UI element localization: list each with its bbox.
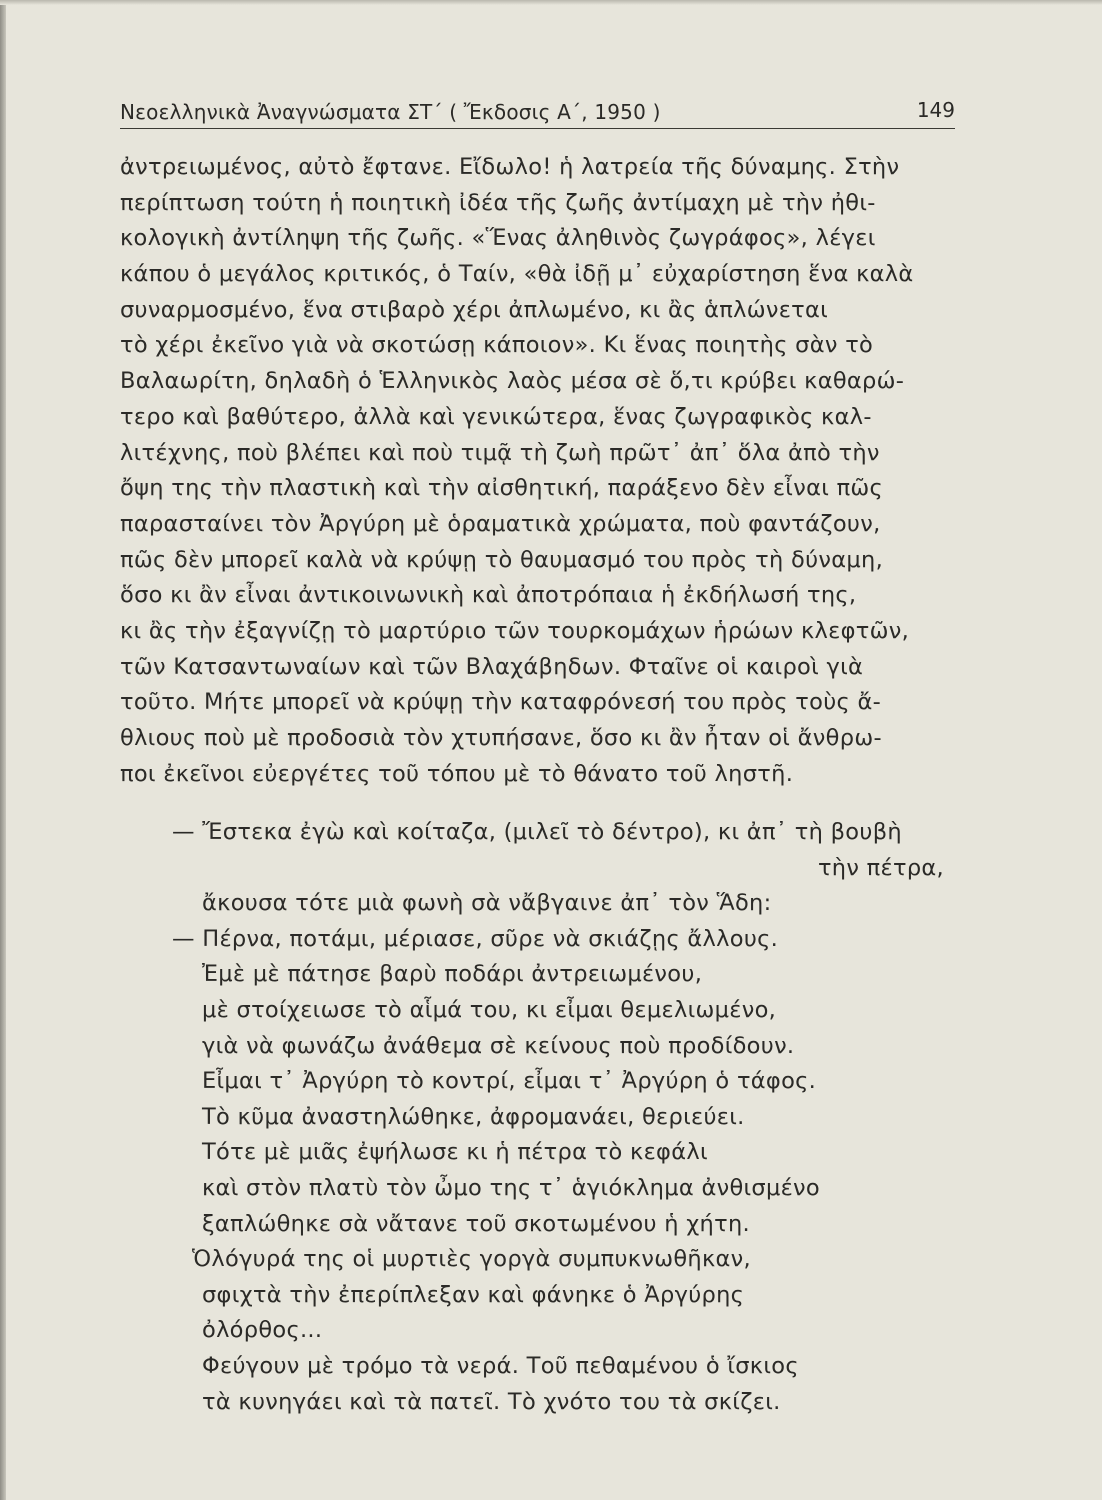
poem-line: Τὸ κῦμα ἀναστηλώθηκε, ἀφρομανάει, θεριεύει.	[202, 1103, 745, 1130]
poem-line: γιὰ νὰ φωνάζω ἀνάθεμα σὲ κείνους ποὺ προδίδουν.	[202, 1032, 795, 1059]
poem-line: τὰ κυνηγάει καὶ τὰ πατεῖ. Τὸ χνότο του τὰ σκίζει.	[202, 1388, 781, 1415]
poem-excerpt	[172, 815, 972, 1420]
prose-line: Βαλαωρίτη, δηλαδὴ ὁ Ἑλληνικὸς λαὸς μέσα σὲ ὅ,τι κρύβει καθαρώ-	[120, 368, 905, 395]
prose-line: λιτέχνης, ποὺ βλέπει καὶ ποὺ τιμᾷ τὴ ζωὴ πρῶτ᾿ ἀπ᾿ ὅλα ἀπὸ τὴν	[120, 439, 880, 466]
prose-line: παρασταίνει τὸν Ἀργύρη μὲ ὁραματικὰ χρώματα, ποὺ φαντάζουν,	[120, 510, 881, 537]
prose-line: κι ἂς τὴν ἐξαγνίζῃ τὸ μαρτύριο τῶν τουρκομάχων ἡρώων κλεφτῶν,	[120, 617, 910, 644]
poem-line: καὶ στὸν πλατὺ τὸν ὦμο της τ᾿ ἁγιόκλημα ἀνθισμένο	[202, 1174, 820, 1201]
poem-line-continuation: τὴν πέτρα,	[817, 854, 944, 881]
poem-line: Ἐμὲ μὲ πάτησε βαρὺ ποδάρι ἀντρειωμένου,	[202, 961, 703, 988]
poem-line: ἄκουσα τότε μιὰ φωνὴ σὰ νἄβγαινε ἀπ᾿ τὸν Ἅδη:	[202, 890, 772, 917]
prose-line: κολογικὴ ἀντίληψη τῆς ζωῆς. «Ἕνας ἀληθινὸς ζωγράφος», λέγει	[120, 225, 876, 252]
poem-line: ξαπλώθηκε σὰ νἄτανε τοῦ σκοτωμένου ἡ χήτη.	[202, 1210, 750, 1237]
prose-line: τὸ χέρι ἐκεῖνο γιὰ νὰ σκοτώσῃ κάποιον». Κι ἕνας ποιητὴς σὰν τὸ	[120, 332, 874, 359]
page-number: 149	[916, 98, 955, 122]
prose-line: περίπτωση τούτη ἡ ποιητικὴ ἰδέα τῆς ζωῆς ἀντίμαχη μὲ τὴν ἠθι-	[120, 189, 876, 216]
prose-line: ὅσο κι ἂν εἶναι ἀντικοινωνικὴ καὶ ἀποτρόπαια ἡ ἐκδήλωσή της,	[120, 582, 857, 609]
prose-line: ὄψη της τὴν πλαστικὴ καὶ τὴν αἰσθητική, παράξενο δὲν εἶναι πῶς	[120, 475, 884, 502]
running-header	[120, 98, 955, 129]
poem-line: ὀλόρθος...	[202, 1317, 323, 1344]
prose-line: τερο καὶ βαθύτερο, ἀλλὰ καὶ γενικώτερα, ἕνας ζωγραφικὸς καλ-	[120, 403, 872, 430]
poem-line: — Ἔστεκα ἐγὼ καὶ κοίταζα, (μιλεῖ τὸ δέντρο), κι ἀπ᾿ τὴ βουβὴ	[172, 819, 902, 845]
poem-line: μὲ στοίχειωσε τὸ αἷμά του, κι εἶμαι θεμελιωμένο,	[202, 996, 777, 1023]
page-spine-edge	[0, 0, 6, 1500]
page-top-edge	[0, 0, 1102, 5]
poem-line: Εἶμαι τ᾿ Ἀργύρη τὸ κοντρί, εἶμαι τ᾿ Ἀργύρη ὁ τάφος.	[202, 1068, 817, 1095]
prose-line: τοῦτο. Μήτε μπορεῖ νὰ κρύψῃ τὴν καταφρόνεσή του πρὸς τοὺς ἄ-	[120, 689, 882, 716]
prose-line: ποι ἐκεῖνοι εὐεργέτες τοῦ τόπου μὲ τὸ θάνατο τοῦ ληστῆ.	[120, 760, 794, 787]
prose-paragraph	[120, 150, 970, 792]
poem-line: Ὁλόγυρά της οἱ μυρτιὲς γοργὰ συμπυκνωθῆκαν,	[192, 1246, 751, 1273]
poem-line: Τότε μὲ μιᾶς ἐψήλωσε κι ἡ πέτρα τὸ κεφάλι	[202, 1139, 708, 1166]
prose-line: ἀντρειωμένος, αὐτὸ ἔφτανε. Εἴδωλο! ἡ λατρεία τῆς δύναμης. Στὴν	[120, 154, 900, 180]
prose-line: κάπου ὁ μεγάλος κριτικός, ὁ Ταίν, «θὰ ἰδῇ μ᾿ εὐχαρίστηση ἕνα καλὰ	[120, 261, 914, 288]
header-title: Νεοελληνικὰ Ἀναγνώσματα ΣΤ΄ ( Ἔκδοσις Α΄, 1950 )	[120, 100, 661, 124]
prose-line: τῶν Κατσαντωναίων καὶ τῶν Βλαχάβηδων. Φταῖνε οἱ καιροὶ γιὰ	[120, 653, 864, 680]
poem-line: Φεύγουν μὲ τρόμο τὰ νερά. Τοῦ πεθαμένου ὁ ἴσκιος	[202, 1352, 799, 1379]
prose-line: πῶς δὲν μπορεῖ καλὰ νὰ κρύψῃ τὸ θαυμασμό του πρὸς τὴ δύναμη,	[120, 546, 884, 573]
prose-line: θλιους ποὺ μὲ προδοσιὰ τὸν χτυπήσανε, ὅσο κι ἂν ἦταν οἱ ἄνθρω-	[120, 725, 882, 751]
poem-line: σφιχτὰ τὴν ἐπερίπλεξαν καὶ φάνηκε ὁ Ἀργύρης	[202, 1281, 745, 1308]
prose-line: συναρμοσμένο, ἕνα στιβαρὸ χέρι ἀπλωμένο, κι ἂς ἁπλώνεται	[120, 296, 829, 323]
poem-line: — Πέρνα, ποτάμι, μέριασε, σῦρε νὰ σκιάζῃς ἄλλους.	[172, 925, 779, 952]
